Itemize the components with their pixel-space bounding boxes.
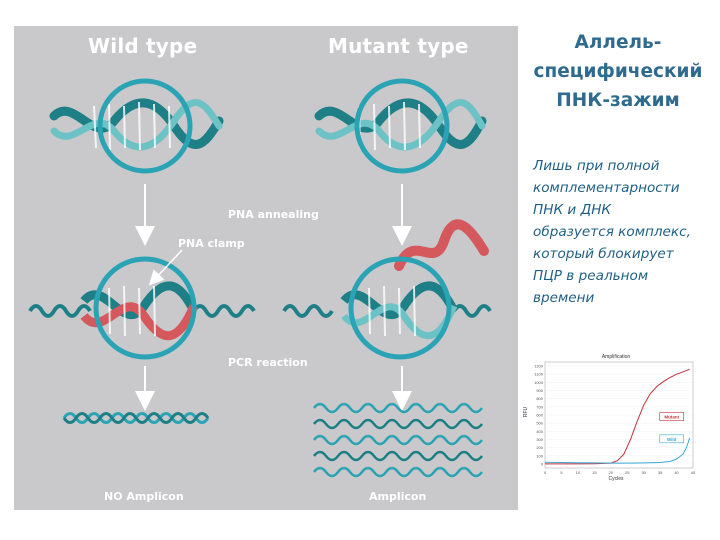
chart-xtick-label: 15 [592,470,597,475]
mutant-type-dna-unbound [284,286,490,336]
chart-xtick-label: 25 [624,470,630,475]
description-line: образуется комплекс, [533,224,691,240]
chart-ytick-label: 100 [536,453,543,459]
chart-ytick-label: 400 [536,428,543,434]
amplicon-label: Amplicon [369,490,427,503]
chart-xtick-label: 40 [674,470,679,475]
chart-ytick-label: 800 [536,396,543,402]
chart-ytick-label: 1000 [534,379,543,385]
chart-xtick-label: 0 [543,470,547,475]
description-line: ПЦР в реальном [533,268,649,284]
pna-clamp-pointer [154,250,182,280]
pcr-reaction-label: PCR reaction [228,356,308,369]
description-line: который блокирует [533,246,674,262]
chart-ytick-label: 600 [536,412,543,418]
chart-xlabel: Cycles [608,476,624,482]
chart-ytick-label: 300 [536,436,543,442]
slide-description [533,155,717,309]
pna-diagram-panel [14,26,518,510]
chart-ytick-label: 1100 [534,371,543,377]
chart-xtick-label: 10 [575,470,581,475]
amplification-chart [521,352,701,482]
chart-xtick-label: 45 [690,470,696,475]
mutant-type-heading: Mutant type [328,34,469,58]
chart-ytick-label: 700 [536,404,543,410]
description-line: Лишь при полной [533,158,660,174]
chart-ytick-label: 900 [536,388,543,394]
description-line: ПНК и ДНК [533,202,612,218]
chart-title: Amplification [601,354,631,360]
chart-xtick-label: 30 [641,470,646,475]
slide-title-line-2: специфический [533,61,703,82]
chart-ytick-label: 500 [536,420,543,426]
slide-title-line-1: Аллель- [574,32,662,53]
pna-clamp-label: PNA clamp [178,237,245,250]
mutant-type-dna-helix [319,102,482,150]
description-line: комплементарности [533,180,680,196]
slide-title [520,28,716,115]
no-amplicon-label: NO Amplicon [104,490,184,503]
wild-type-pna-bound-helix [30,286,254,336]
chart-series-wild-label: Wild [666,437,677,443]
wild-type-single-dna [64,414,208,423]
slide-title-line-3: ПНК-зажим [556,90,680,111]
chart-xtick-label: 35 [657,470,663,475]
mutant-type-amplified-dna [314,404,482,476]
chart-plot-area [534,362,696,475]
chart-xtick-label: 20 [608,470,614,475]
description-line: времени [533,290,595,306]
chart-ytick-label: 200 [536,445,543,451]
wild-type-heading: Wild type [88,34,198,58]
chart-ytick-label: 1200 [534,363,543,369]
wild-type-dna-helix [54,102,219,150]
chart-ytick-label: 0 [540,461,543,467]
chart-xtick-label: 5 [560,470,563,475]
pna-annealing-label: PNA annealing [228,208,319,221]
chart-ylabel: RFU [523,406,529,418]
pna-diagram-art [14,26,518,510]
chart-series-mutant-label: Mutant [664,414,680,420]
